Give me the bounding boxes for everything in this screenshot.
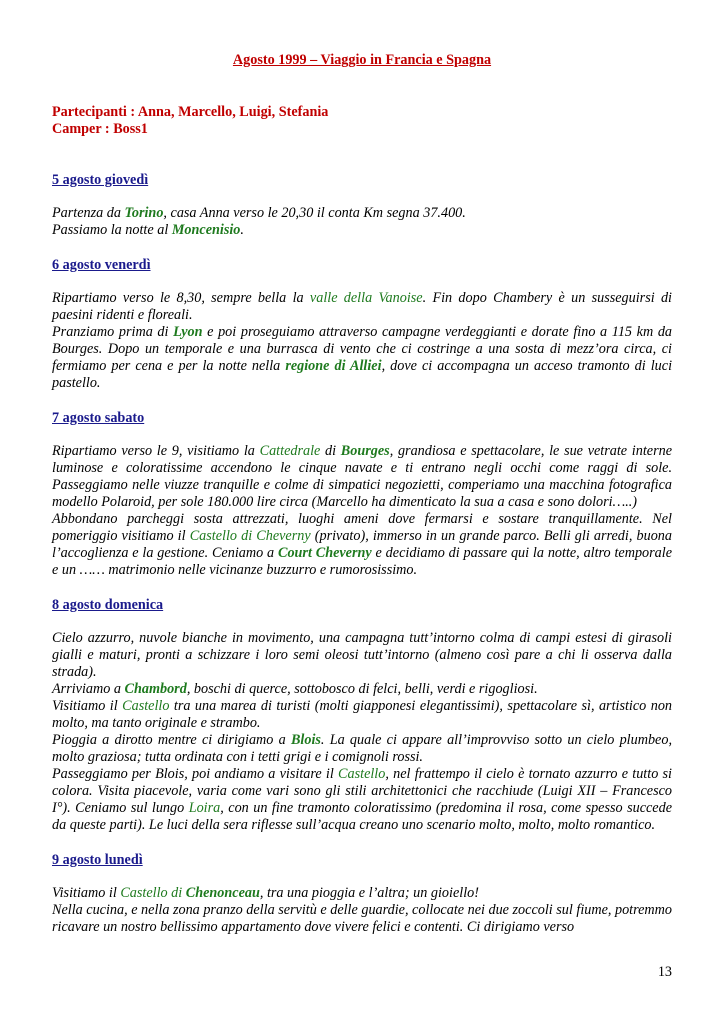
day-section — [52, 257, 672, 392]
text-run: Nella cucina, e nella zona pranzo della servitù e delle guardie, collocate nei due zoccoli sul fiume, potremmo ricavare un nostro bellissimo appartamento dove vivere felici e contenti. Ci dirigiamo verso — [52, 902, 672, 935]
day-paragraph — [52, 443, 672, 579]
text-run: Pioggia a dirotto mentre ci dirigiamo a — [52, 732, 291, 748]
text-run: , casa Anna verso le 20,30 il conta Km segna 37.400. — [163, 205, 466, 221]
day-section — [52, 172, 672, 239]
day-heading: 8 agosto domenica — [52, 597, 164, 613]
text-run: e decidiamo di passare qui la notte, altro temporale e un …… matrimonio nelle vicinanze buzzurro e rumorosissimo. — [52, 545, 673, 578]
day-section — [52, 597, 672, 834]
place-name: valle della Vanoise — [309, 290, 423, 306]
text-run: Cielo azzurro, nuvole bianche in movimento, una campagna tutt’intorno colma di campi estesi di girasoli gialli e maturi, pronti a schizzare i loro semi oleosi tutt’intorno (almeno così pare a chi li osserva dalla strada). — [52, 630, 672, 680]
text-run: Passiamo la notte al — [52, 222, 172, 238]
day-section — [52, 410, 672, 579]
camper-line: Camper : Boss1 — [52, 121, 148, 137]
day-heading: 7 agosto sabato — [52, 410, 145, 426]
text-run: , nel frattempo il cielo è tornato azzurro e tutto si colora. Visita piacevole, varia come vari sono gli stili architettonici che racchiude (Luigi XII – Francesco I°). Ceniamo sul lungo — [52, 766, 672, 816]
place-name: Castello — [338, 766, 386, 782]
text-run: , dove ci accompagna un acceso tramonto di luci pastello. — [52, 358, 673, 391]
text-run: , tra una pioggia e l’altra; un gioiello! — [259, 885, 479, 901]
text-run: Ripartiamo verso le 8,30, sempre bella la — [52, 290, 310, 306]
place-name: Castello di Cheverny — [189, 528, 311, 544]
place-name: Loira — [188, 800, 221, 816]
place-name: Lyon — [173, 324, 203, 340]
page-number: 13 — [657, 964, 672, 980]
text-run: Passeggiamo per Blois, poi andiamo a visitare il — [52, 766, 339, 782]
day-heading: 9 agosto lunedì — [52, 852, 143, 868]
document-page — [52, 52, 672, 936]
text-run: Abbondano parcheggi sosta attrezzati, luoghi ameni dove fermarsi e sostare tranquillamente. Nel pomeriggio visitiamo il — [52, 511, 672, 544]
text-run: , con un fine tramonto coloratissimo (predomina il rosa, come spesso succede da queste parti). Le luci della sera riflesse sull’acqua creano uno scenario molto, molto, molto romantico. — [52, 800, 672, 833]
text-run: . Fin dopo Chambery è un susseguirsi di paesini ridenti e floreali. — [52, 290, 672, 323]
place-name: Chenonceau — [185, 885, 260, 901]
text-run: Pranziamo prima di — [52, 324, 174, 340]
text-run: tra una marea di turisti (molti giapponesi elegantissimi), spettacolare sì, artistico non molto, ma tanto originale e strambo. — [52, 698, 673, 731]
participants-block — [52, 104, 672, 138]
text-run: Partenza da — [52, 205, 125, 221]
text-run: Arriviamo a — [52, 681, 125, 697]
text-run: . — [240, 222, 244, 238]
place-name: Court Cheverny — [277, 545, 372, 561]
text-run: . La quale ci appare all’improvviso sotto un cielo plumbeo, molto graziosa; tutta ordinata con i tetti grigi e i comignoli rossi. — [52, 732, 672, 765]
text-run: Visitiamo il — [52, 698, 123, 714]
place-name: Castello di — [120, 885, 186, 901]
day-paragraph — [52, 205, 672, 239]
text-run: , boschi di querce, sottobosco di felci, belli, verdi e rigogliosi. — [186, 681, 538, 697]
participants-line: Partecipanti : Anna, Marcello, Luigi, Stefania — [52, 104, 329, 120]
document-title: Agosto 1999 – Viaggio in Francia e Spagna — [232, 52, 492, 68]
day-paragraph — [52, 290, 672, 392]
day-paragraph — [52, 885, 672, 936]
place-name: Bourges — [340, 443, 390, 459]
day-heading: 5 agosto giovedì — [52, 172, 149, 188]
day-paragraph — [52, 630, 672, 834]
place-name: regione di Alliei — [285, 358, 382, 374]
text-run: Visitiamo il — [52, 885, 121, 901]
place-name: Torino — [124, 205, 164, 221]
day-heading: 6 agosto venerdì — [52, 257, 151, 273]
text-run: Ripartiamo verso le 9, visitiamo la — [52, 443, 260, 459]
text-run: , grandiosa e spettacolare, le sue vetrate interne luminose e coloratissime accendono le cinque navate e ti entrano negli occhi come raggi di sole. Passeggiamo nelle viuzze tranquille e colme di simpatici negozietti, comperiamo una macchina fotografica modello Polaroid, per sole 180.000 lire circa (Marcello ha dimenticato la sua a casa e sono dolori…..) — [52, 443, 672, 510]
day-section — [52, 852, 672, 936]
place-name: Moncenisio — [171, 222, 241, 238]
place-name: Castello — [122, 698, 170, 714]
text-run: (privato), immerso in un grande parco. Belli gli arredi, buona l’accoglienza e la gestione. Ceniamo a — [52, 528, 672, 561]
text-run: e poi proseguiamo attraverso campagne verdeggianti e dorate fino a 115 km da Bourges. Dopo un temporale e una burrasca di vento che ci costringe a una sosta di mezz’ora circa, ci fermiamo per cena e per la notte nella — [52, 324, 673, 374]
text-run: di — [320, 443, 341, 459]
place-name: Cattedrale — [259, 443, 321, 459]
place-name: Chambord — [124, 681, 187, 697]
diary-entries — [52, 172, 672, 936]
place-name: Blois — [290, 732, 321, 748]
